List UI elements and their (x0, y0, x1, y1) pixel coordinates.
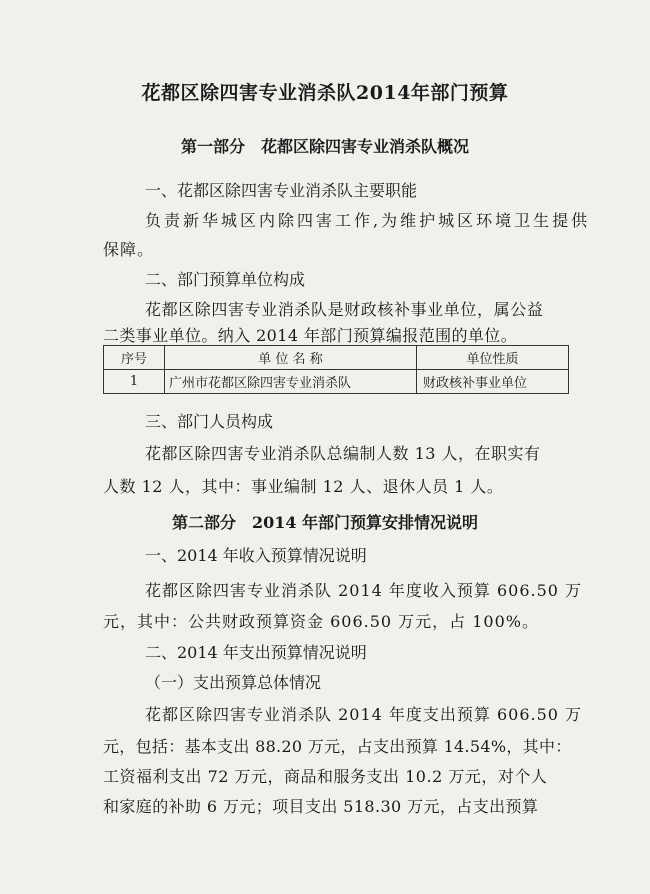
part2-sec2-line: 和家庭的补助 6 万元；项目支出 518.30 万元，占支出预算 (103, 797, 539, 816)
part2-sec1-line: 元，其中：公共财政预算资金 606.50 万元，占 100%。 (103, 612, 539, 631)
table-header: 单 位 名 称 (165, 346, 417, 370)
table-header: 序号 (104, 346, 165, 370)
part1-sec3-heading: 三、部门人员构成 (145, 412, 274, 431)
part1-sec1-line: 负责新华城区内除四害工作,为维护城区环境卫生提供 (145, 211, 591, 230)
part2-sec2-line: 元，包括：基本支出 88.20 万元，占支出预算 14.54%，其中： (103, 737, 572, 756)
part2-sec2-line: 工资福利支出 72 万元，商品和服务支出 10.2 万元，对个人 (103, 767, 548, 786)
part2-heading: 第二部分 2014 年部门预算安排情况说明 (171, 513, 479, 532)
part1-sec3-line: 花都区除四害专业消杀队总编制人数 13 人，在职实有 (145, 444, 541, 463)
table-cell: 广州市花都区除四害专业消杀队 (165, 370, 417, 394)
part1-sec1-heading: 一、花都区除四害专业消杀队主要职能 (145, 181, 418, 200)
part2-sec1-heading: 一、2014 年收入预算情况说明 (145, 546, 367, 565)
table-cell: 财政核补事业单位 (417, 370, 569, 394)
part1-sec2-line: 二类事业单位。纳入 2014 年部门预算编报范围的单位。 (103, 326, 518, 345)
document-title: 花都区除四害专业消杀队2014年部门预算 (141, 82, 509, 104)
part2-sec1-line: 花都区除四害专业消杀队 2014 年度收入预算 606.50 万 (145, 581, 583, 600)
part1-sec1-line: 保障。 (103, 240, 155, 259)
table-header: 单位性质 (417, 346, 569, 370)
part1-sec2-heading: 二、部门预算单位构成 (145, 270, 306, 289)
table-row (104, 370, 569, 394)
table-header-row (104, 346, 569, 370)
part2-sec2-heading: 二、2014 年支出预算情况说明 (145, 643, 367, 662)
unit-table (103, 345, 569, 394)
part1-heading: 第一部分 花都区除四害专业消杀队概况 (180, 137, 469, 156)
part1-sec2-line: 花都区除四害专业消杀队是财政核补事业单位，属公益 (145, 300, 544, 319)
part1-sec3-line: 人数 12 人，其中：事业编制 12 人、退休人员 1 人。 (103, 477, 504, 496)
part2-sec2-sub1-heading: （一）支出预算总体情况 (145, 673, 322, 692)
part2-sec2-line: 花都区除四害专业消杀队 2014 年度支出预算 606.50 万 (145, 705, 583, 724)
table-cell: 1 (104, 370, 165, 394)
